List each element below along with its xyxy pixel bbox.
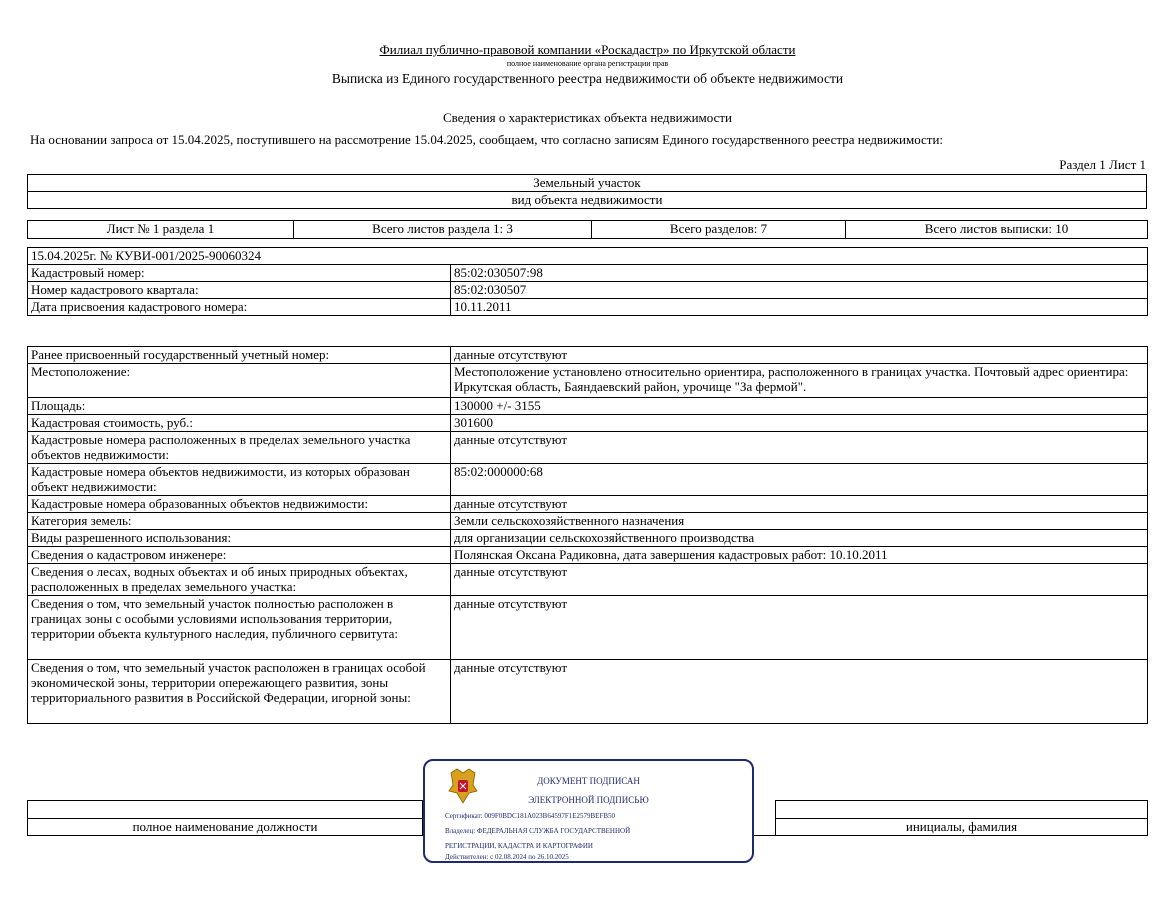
section-sheet-label: Раздел 1 Лист 1 — [1059, 157, 1146, 172]
table-row — [28, 530, 1148, 547]
row-label: Сведения о том, что земельный участок полностью расположен в границах зоны с особыми условиями использования территории, территории объекта культурного наследия, публичного сервитута: — [28, 596, 451, 660]
row-label: Кадастровые номера образованных объектов недвижимости: — [28, 496, 451, 513]
row-value: 85:02:030507:98 — [451, 265, 1148, 282]
row-value: для организации сельскохозяйственного производства — [451, 530, 1148, 547]
sheet-number: Лист № 1 раздела 1 — [28, 221, 294, 239]
table-row — [28, 432, 1148, 464]
row-label: Категория земель: — [28, 513, 451, 530]
sheets-table — [27, 220, 1148, 239]
object-type-caption: вид объекта недвижимости — [28, 192, 1147, 209]
row-label: Кадастровые номера расположенных в пределах земельного участка объектов недвижимости: — [28, 432, 451, 464]
table-row — [28, 347, 1148, 364]
position-caption: полное наименование должности — [28, 819, 423, 836]
stamp-owner: Владелец: ФЕДЕРАЛЬНАЯ СЛУЖБА ГОСУДАРСТВЕННОЙ — [445, 827, 631, 835]
stamp-validity: Действителен: с 02.08.2024 по 26.10.2025 — [445, 853, 569, 861]
table-row — [28, 496, 1148, 513]
row-value: Полянская Оксана Радиковна, дата завершения кадастровых работ: 10.10.2011 — [451, 547, 1148, 564]
electronic-signature-stamp — [423, 759, 754, 863]
table-row — [28, 464, 1148, 496]
table-row — [28, 299, 1148, 316]
record-table — [27, 247, 1148, 316]
table-row — [28, 415, 1148, 432]
row-value: данные отсутствуют — [451, 660, 1148, 724]
row-label: Номер кадастрового квартала: — [28, 282, 451, 299]
table-row — [28, 282, 1148, 299]
organization-caption: полное наименование органа регистрации прав — [506, 59, 669, 68]
row-label: Кадастровый номер: — [28, 265, 451, 282]
row-label: Ранее присвоенный государственный учетный номер: — [28, 347, 451, 364]
row-value: 301600 — [451, 415, 1148, 432]
stamp-owner-2: РЕГИСТРАЦИИ, КАДАСТРА И КАРТОГРАФИИ — [445, 842, 593, 850]
total-section-sheets: Всего листов раздела 1: 3 — [294, 221, 592, 239]
request-basis: На основании запроса от 15.04.2025, поступившего на рассмотрение 15.04.2025, сообщаем, что согласно записям Единого государственного реестра недвижимости: — [30, 132, 944, 147]
object-type: Земельный участок — [28, 175, 1147, 192]
row-value: данные отсутствуют — [451, 564, 1148, 596]
row-value: данные отсутствуют — [451, 496, 1148, 513]
table-row — [28, 564, 1148, 596]
row-label: Кадастровая стоимость, руб.: — [28, 415, 451, 432]
row-value: данные отсутствуют — [451, 432, 1148, 464]
stamp-certificate: Сертификат: 009F0BDC181A023B64597F1E2579BEFB50 — [445, 812, 616, 820]
row-value: данные отсутствуют — [451, 596, 1148, 660]
record-date-number: 15.04.2025г. № КУВИ-001/2025-90060324 — [28, 248, 1148, 265]
row-value: 85:02:000000:68 — [451, 464, 1148, 496]
row-label: Кадастровые номера объектов недвижимости, из которых образован объект недвижимости: — [28, 464, 451, 496]
row-label: Площадь: — [28, 398, 451, 415]
row-value: данные отсутствуют — [451, 347, 1148, 364]
row-value: 130000 +/- 3155 — [451, 398, 1148, 415]
row-label: Дата присвоения кадастрового номера: — [28, 299, 451, 316]
table-row — [28, 398, 1148, 415]
row-label: Сведения о кадастровом инженере: — [28, 547, 451, 564]
table-row — [28, 265, 1148, 282]
row-label: Сведения о том, что земельный участок расположен в границах особой экономической зоны, территории опережающего развития, зоны территориального развития в Российской Федерации, игорной зоны: — [28, 660, 451, 724]
details-table — [27, 346, 1148, 724]
row-value: Местоположение установлено относительно ориентира, расположенного в границах участка. Почтовый адрес ориентира: Иркутская область, Баяндаевский район, урочище "За фермой". — [451, 364, 1148, 398]
table-row — [28, 513, 1148, 530]
row-label: Виды разрешенного использования: — [28, 530, 451, 547]
table-row — [28, 364, 1148, 398]
stamp-line1: ДОКУМЕНТ ПОДПИСАН — [537, 776, 640, 786]
table-row — [28, 547, 1148, 564]
stamp-line2: ЭЛЕКТРОННОЙ ПОДПИСЬЮ — [528, 795, 649, 805]
total-sections: Всего разделов: 7 — [592, 221, 846, 239]
row-value: 85:02:030507 — [451, 282, 1148, 299]
row-value: 10.11.2011 — [451, 299, 1148, 316]
organization-name: Филиал публично-правовой компании «Роскадастр» по Иркутской области — [379, 42, 796, 57]
table-row — [28, 660, 1148, 724]
object-type-table — [27, 174, 1147, 209]
table-row — [28, 596, 1148, 660]
row-value: Земли сельскохозяйственного назначения — [451, 513, 1148, 530]
row-label: Местоположение: — [28, 364, 451, 398]
name-caption: инициалы, фамилия — [776, 819, 1148, 836]
total-extract-sheets: Всего листов выписки: 10 — [846, 221, 1148, 239]
row-label: Сведения о лесах, водных объектах и об иных природных объектах, расположенных в пределах земельного участка: — [28, 564, 451, 596]
document-subtitle: Сведения о характеристиках объекта недвижимости — [442, 110, 733, 125]
position-cell — [28, 801, 423, 819]
name-cell — [776, 801, 1148, 819]
document-title: Выписка из Единого государственного реестра недвижимости об объекте недвижимости — [331, 71, 844, 86]
